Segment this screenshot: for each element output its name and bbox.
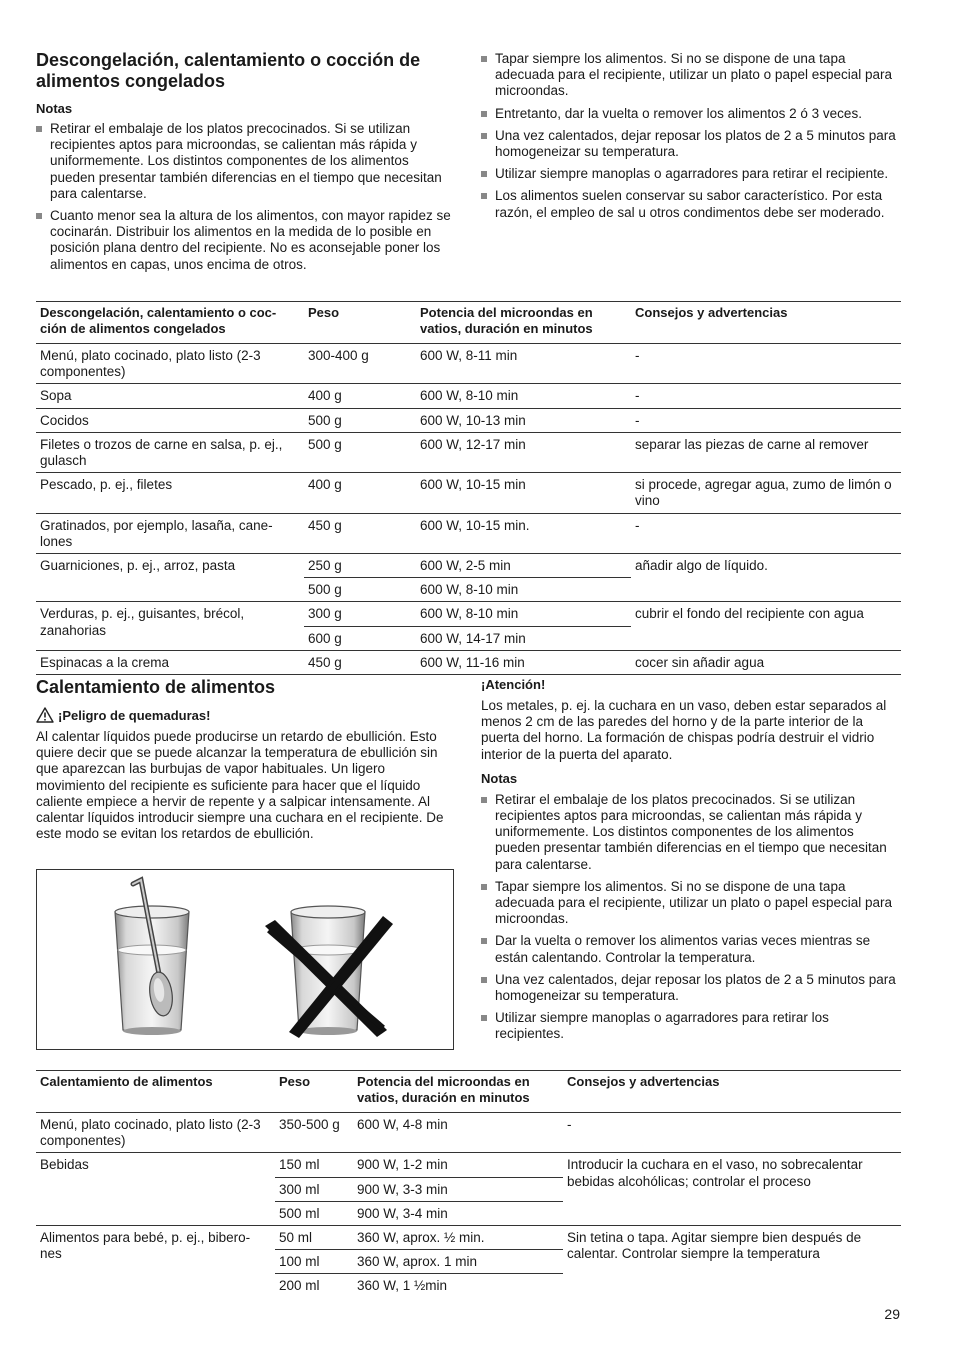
table-cell: 600 W, 4-8 min [353,1113,563,1153]
table-cell: 450 g [304,650,416,674]
table-row [36,602,901,626]
table-cell: 900 W, 1-2 min [353,1153,563,1177]
table-cell: Menú, plato cocinado, plato listo (2-3 componentes) [36,1113,275,1153]
notes-list-heating [481,792,901,1043]
table-row [36,1226,901,1250]
table-row [36,650,901,674]
table-row [36,344,901,384]
glass-illustration [37,870,453,1049]
table-cell: separar las piezas de carne al remover [631,432,901,472]
list-item: Retirar el embalaje de los platos precocinados. Si se utilizan recipientes aptos para microondas, se calientan más rápida y uniformemente. Los distintos componentes de los alimentos pueden presentar también diferencias en el tiempo que necesitan para calentarse. [481,792,901,873]
table-cell: 150 ml [275,1153,353,1177]
table-cell: - [631,408,901,432]
table-cell: 250 g [304,554,416,578]
notes-list-left [36,121,454,273]
list-item: Tapar siempre los alimentos. Si no se dispone de una tapa adecuada para el recipiente, utilizar un plato o papel especial para microondas. [481,51,901,100]
table-row [36,1153,901,1177]
table-cell: 600 W, 10-15 min [416,473,631,513]
table-cell: 900 W, 3-4 min [353,1201,563,1225]
table-cell: cubrir el fondo del recipiente con agua [631,602,901,650]
table-header: Potencia del microondas en vatios, duración en minutos [420,305,593,336]
table-cell: Introducir la cuchara en el vaso, no sobrecalentar bebidas alcohólicas; controlar el proceso [563,1153,901,1226]
table-row [36,1113,901,1153]
list-item: Una vez calentados, dejar reposar los platos de 2 a 5 minutos para homogeneizar su temperatura. [481,972,901,1004]
table-cell: 50 ml [275,1226,353,1250]
list-item: Entretanto, dar la vuelta o remover los alimentos 2 ó 3 veces. [481,106,901,122]
table-heating [36,1070,901,1298]
table-cell: 600 W, 14-17 min [416,626,631,650]
table-header: Peso [279,1074,311,1089]
table-cell: 300 g [304,602,416,626]
table-cell: - [631,513,901,553]
table-header: Consejos y advertencias [567,1074,720,1089]
list-item: Tapar siempre los alimentos. Si no se dispone de una tapa adecuada para el recipiente, utilizar un plato o papel especial para microondas. [481,879,901,928]
table-header: Potencia del microondas en vatios, duración en minutos [357,1074,530,1105]
table-cell: Cocidos [36,408,304,432]
table-row [36,513,901,553]
table-header: Calentamiento de alimentos [40,1074,213,1089]
table-cell: 600 g [304,626,416,650]
table-cell: - [563,1113,901,1153]
table-cell: 400 g [304,473,416,513]
table-cell: - [631,384,901,408]
attention-heading: ¡Atención! [481,677,546,692]
table-cell: 600 W, 2-5 min [416,554,631,578]
table-cell: 300 ml [275,1177,353,1201]
table-header-row [36,1071,901,1113]
table-cell: si procede, agregar agua, zumo de limón o vino [631,473,901,513]
table-cell: cocer sin añadir agua [631,650,901,674]
table-cell: 360 W, aprox. ½ min. [353,1226,563,1250]
table-cell: 600 W, 8-10 min [416,578,631,602]
table-cell: Sopa [36,384,304,408]
table-cell: 500 g [304,432,416,472]
table-cell: 600 W, 8-10 min [416,384,631,408]
table-cell: 500 ml [275,1201,353,1225]
table-cell: Filetes o trozos de carne en salsa, p. ej., gulasch [36,432,304,472]
table-cell: Verduras, p. ej., guisantes, brécol, zanahorias [36,602,304,650]
table-row [36,384,901,408]
section1-right [481,51,901,227]
list-item: Cuanto menor sea la altura de los alimentos, con mayor rapidez se cocinarán. Distribuir los alimentos en la medida de lo posible en posición plana dentro del recipiente. No es aconsejable poner los alimentos en capas, unos encima de otros. [36,208,454,273]
table-row [36,554,901,578]
table-cell: 500 g [304,578,416,602]
list-item: Retirar el embalaje de los platos precocinados. Si se utilizan recipientes aptos para microondas, se calientan más rápida y uniformemente. Los distintos componentes de los alimentos pueden presentar también diferencias en el tiempo que necesitan para calentarse. [36,121,454,202]
spoon-in-glass-figure [36,869,454,1050]
table-cell: 600 W, 11-16 min [416,650,631,674]
warning-heading [36,707,454,723]
table-cell: Sin tetina o tapa. Agitar siempre bien después de calentar. Controlar siempre la temperatura [563,1226,901,1298]
table-row [36,432,901,472]
notes-heading: Notas [36,101,73,116]
page-number: 29 [884,1306,900,1322]
table-cell: Alimentos para bebé, p. ej., bibero-nes [36,1226,275,1298]
table-cell: 360 W, aprox. 1 min [353,1250,563,1274]
table-cell: - [631,344,901,384]
list-item: Los alimentos suelen conservar su sabor característico. Por esta razón, el empleo de sal u otros condimentos debe ser moderado. [481,188,901,220]
notes-heading: Notas [481,770,518,786]
section2-left [36,677,454,842]
table-header: Consejos y advertencias [635,305,788,320]
table-cell: 900 W, 3-3 min [353,1177,563,1201]
section1-left [36,50,454,279]
table-cell: 350-500 g [275,1113,353,1153]
table-cell: 600 W, 8-10 min [416,602,631,626]
list-item: Dar la vuelta o remover los alimentos varias veces mientras se están calentando. Controlar la temperatura. [481,933,901,965]
table-header: Descongelación, calentamiento o coc-ción de alimentos congelados [40,305,277,336]
list-item: Utilizar siempre manoplas o agarradores para retirar el recipiente. [481,166,901,182]
table-cell: Bebidas [36,1153,275,1226]
table-cell: 300-400 g [304,344,416,384]
table-cell: 200 ml [275,1274,353,1298]
table-cell: Guarniciones, p. ej., arroz, pasta [36,554,304,602]
table-header-row [36,302,901,344]
table-row [36,408,901,432]
table-cell: 600 W, 10-13 min [416,408,631,432]
table-cell: 500 g [304,408,416,432]
section1-title: Descongelación, calentamiento o cocción de alimentos congelados [36,50,421,91]
table-cell: 400 g [304,384,416,408]
table-cell: 600 W, 8-11 min [416,344,631,384]
list-item: Una vez calentados, dejar reposar los platos de 2 a 5 minutos para homogeneizar su temperatura. [481,128,901,160]
table-cell: 450 g [304,513,416,553]
warning-text: Al calentar líquidos puede producirse un retardo de ebullición. Esto quiere decir que se puede alcanzar la temperatura de ebullición sin que aparezcan las burbujas de vapor habituales. Un ligero movimiento del recipiente es suficiente para hacer que el líquido caliente empiece a hervir de repente y a salpicar intensamente. Al calentar líquidos introducir siempre una cuchara en el recipiente. De este modo se evitan los retardos de ebullición. [36,729,444,842]
table-row [36,473,901,513]
table-cell: Espinacas a la crema [36,650,304,674]
section2-title: Calentamiento de alimentos [36,677,276,697]
table-cell: 600 W, 12-17 min [416,432,631,472]
warning-label: ¡Peligro de quemaduras! [58,707,211,723]
table-cell: Gratinados, por ejemplo, lasaña, cane-lones [36,513,304,553]
table-defrost [36,301,901,675]
table-cell: 600 W, 10-15 min. [416,513,631,553]
table-cell: 100 ml [275,1250,353,1274]
table-cell: añadir algo de líquido. [631,554,901,602]
glass-with-spoon [115,880,189,1035]
table-header: Peso [308,305,340,320]
notes-list-right [481,51,901,221]
table-cell: Menú, plato cocinado, plato listo (2-3 componentes) [36,344,304,384]
section2-right [481,677,901,1049]
table-cell: Pescado, p. ej., filetes [36,473,304,513]
list-item: Utilizar siempre manoplas o agarradores para retirar los recipientes. [481,1010,901,1042]
table-cell: 360 W, 1 ½min [353,1274,563,1298]
attention-text: Los metales, p. ej. la cuchara en un vaso, deben estar separados al menos 2 cm de las paredes del horno y de la parte interior de la puerta del horno. La formación de chispas podría destruir el vidrio interior de la puerta del aparato. [481,698,887,762]
warning-triangle-icon [36,707,54,723]
